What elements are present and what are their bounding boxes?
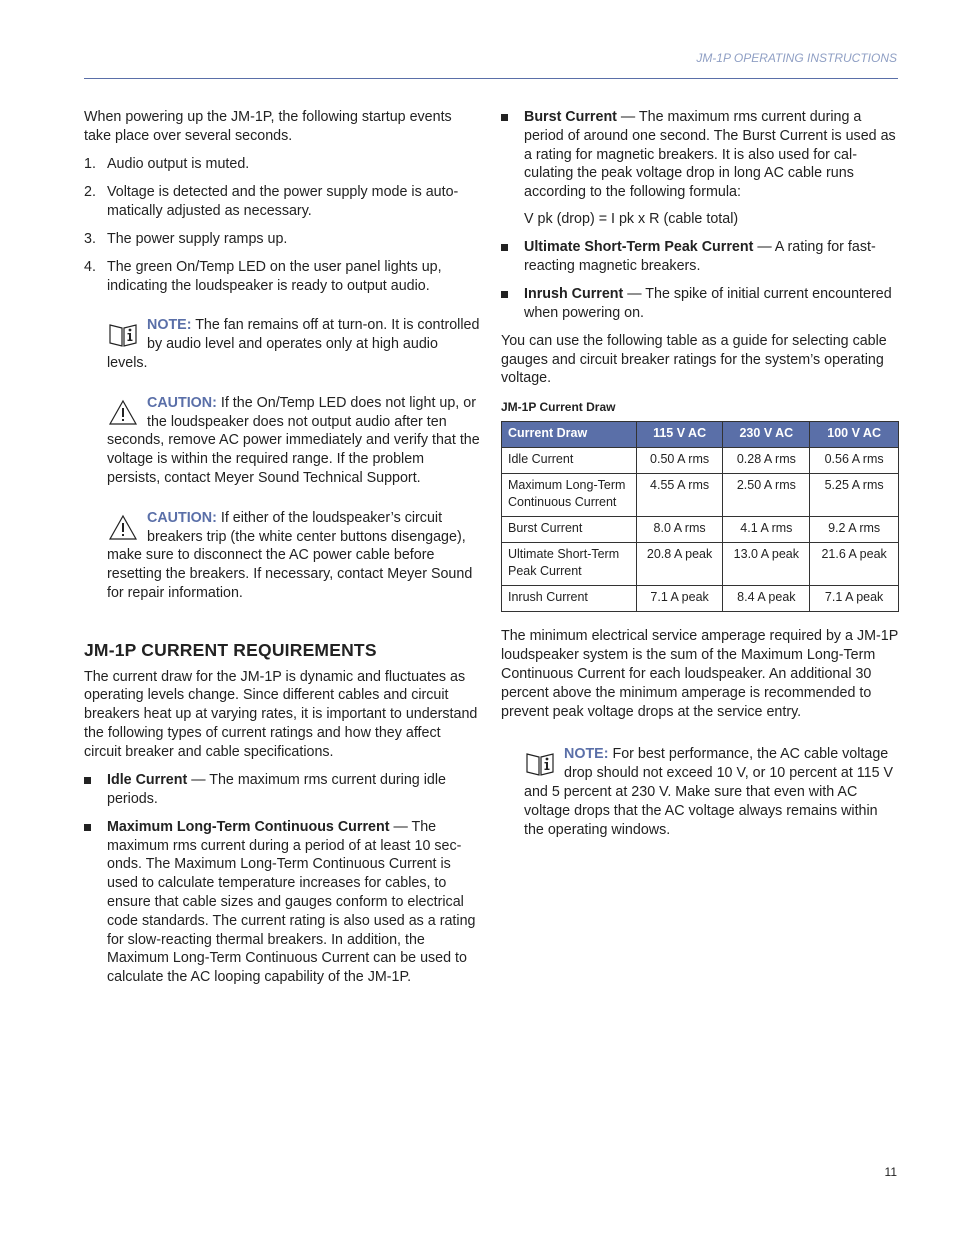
header-rule — [84, 78, 898, 79]
step-number: 3. — [84, 230, 96, 247]
step-number: 1. — [84, 156, 96, 173]
step-text: The power supply ramps up. — [107, 230, 288, 247]
startup-steps-list — [84, 155, 480, 295]
table-cell: 4.55 A rms — [636, 474, 723, 517]
table-cell: 5.25 A rms — [810, 474, 899, 517]
list-item — [84, 183, 480, 221]
table-cell: Maximum Long-Term Continuous Current — [502, 474, 637, 517]
table-cell: Burst Current — [502, 517, 637, 543]
bullet-square-icon — [501, 114, 508, 121]
service-paragraph: The minimum electrical service amperage required by a JM-1P loudspeaker system is the sum of the Maximum Long-Term Continuous Current for each loudspeaker. An additional 30 percent above the minimum amperage is recommended to prevent peak voltage drops at the service entry. — [501, 628, 899, 720]
table-header-row — [502, 422, 899, 448]
bullet-square-icon — [501, 244, 508, 251]
warning-triangle-icon — [107, 396, 139, 428]
step-number: 2. — [84, 184, 96, 201]
current-types-list — [84, 771, 480, 987]
section-heading: JM-1P CURRENT REQUIREMENTS — [84, 639, 377, 660]
column-header: 115 V AC — [636, 422, 723, 448]
table-row — [502, 586, 899, 612]
list-item — [84, 155, 480, 174]
table-cell: 8.0 A rms — [636, 517, 723, 543]
step-text: Voltage is detected and the power supply mode is automatically adjusted as necessary. — [107, 184, 459, 219]
caution-text: If either of the loudspeaker’s circuit breakers trip (the white center buttons disengage), make sure to disconnect the AC power cable before resetting the breakers. If necessary, contact Meyer Sound for repair information. — [107, 509, 473, 601]
table-row — [502, 448, 899, 474]
bullet-square-icon — [501, 291, 508, 298]
note-text: For best performance, the AC cable voltage drop should not exceed 10 V, or 10 percent at 115 V and 5 percent at 230 V. Make sure that even with AC voltage drops that the AC voltage always remains within the operating windows. — [524, 746, 894, 838]
info-book-icon — [524, 747, 556, 779]
list-item — [501, 285, 899, 323]
bullet-square-icon — [84, 777, 91, 784]
bullet-term: Ultimate Short-Term Peak Current — [524, 239, 754, 256]
note-label: NOTE: — [564, 746, 609, 763]
current-draw-table — [501, 421, 899, 612]
warning-triangle-icon — [107, 511, 139, 543]
note-callout-fan — [84, 316, 480, 372]
column-header: 100 V AC — [810, 422, 899, 448]
caution-label: CAUTION: — [147, 394, 217, 411]
column-header: 230 V AC — [723, 422, 810, 448]
current-types-list-continued — [501, 108, 899, 202]
table-cell: 7.1 A peak — [636, 586, 723, 612]
step-number: 4. — [84, 258, 96, 275]
bullet-term: Idle Current — [107, 772, 188, 789]
right-column — [501, 108, 899, 860]
bullet-text: — The maximum rms current during idle periods. — [107, 772, 446, 807]
list-item — [501, 238, 899, 276]
list-item — [84, 230, 480, 249]
list-item — [501, 108, 899, 202]
bullet-text: — The spike of initial current encountered when powering on. — [524, 285, 892, 321]
table-title: JM-1P Current Draw — [501, 399, 616, 414]
bullet-term: Maximum Long-Term Continuous Current — [107, 818, 390, 835]
note-text: The fan remains off at turn-on. It is controlled by audio level and operates only at high audio levels. — [107, 317, 480, 372]
table-cell: 9.2 A rms — [810, 517, 899, 543]
page-number: 11 — [884, 1165, 897, 1179]
table-cell: 13.0 A peak — [723, 543, 810, 586]
list-item — [84, 258, 480, 296]
table-cell: 4.1 A rms — [723, 517, 810, 543]
formula: V pk (drop) = I pk x R (cable total) — [524, 211, 739, 228]
caution-callout-breaker — [84, 509, 480, 603]
step-text: The green On/Temp LED on the user panel lights up, indicating the loudspeaker is ready to output audio. — [107, 258, 442, 294]
table-cell: 21.6 A peak — [810, 543, 899, 586]
note-callout-voltage-drop — [501, 745, 899, 839]
bullet-square-icon — [84, 824, 91, 831]
table-row — [502, 474, 899, 517]
body-paragraph: The current draw for the JM-1P is dynamic and fluctuates as operating levels change. Since different cables and circuit breakers heat up at varying rates, it is important to understand the following types of current ratings and how they affect circuit breaker and cable specifications. — [84, 668, 478, 760]
bullet-term: Burst Current — [524, 109, 617, 125]
bullet-text: — The maximum rms current during a period of around one second. The Burst Current is used as a rating for magnetic breakers. It is also used for calculating the peak voltage drop in long AC cable runs according to the following formula: — [524, 109, 896, 201]
column-header: Current Draw — [502, 422, 637, 448]
caution-text: If the On/Temp LED does not light up, or the loudspeaker does not output audio after ten seconds, remove AC power immediately and verify that the voltage is within the required range. If the problem persists, contact Meyer Sound Technical Support. — [107, 394, 480, 487]
list-item — [84, 818, 480, 987]
table-cell: 2.50 A rms — [723, 474, 810, 517]
bullet-text: — The maximum rms current during a period of at least 10 seconds. The Maximum Long-Term Continuous Current is used to calculate temperature increases for cables, to ensure that cable sizes and gauges conform to electrical code standards. The current rating is also used as a rating for slow-reacting thermal breakers. In addition, the Maximum Long-Term Continuous Current can be used to calculate the AC looping capability of the JM-1P. — [107, 818, 476, 986]
running-header: JM-1P OPERATING INSTRUCTIONS — [696, 51, 897, 65]
intro-paragraph: When powering up the JM-1P, the following startup events take place over several seconds. — [84, 109, 452, 144]
bullet-term: Inrush Current — [524, 285, 624, 302]
note-label: NOTE: — [147, 317, 192, 334]
table-cell: Ultimate Short-Term Peak Current — [502, 543, 637, 586]
table-cell: 0.56 A rms — [810, 448, 899, 474]
table-row — [502, 517, 899, 543]
table-cell: 0.50 A rms — [636, 448, 723, 474]
table-cell: 7.1 A peak — [810, 586, 899, 612]
table-cell: Idle Current — [502, 448, 637, 474]
table-cell: 8.4 A peak — [723, 586, 810, 612]
list-item — [84, 771, 480, 809]
caution-callout-led — [84, 394, 480, 488]
table-cell: 0.28 A rms — [723, 448, 810, 474]
table-cell: Inrush Current — [502, 586, 637, 612]
table-intro-paragraph: You can use the following table as a guide for selecting cable gauges and circuit breaker ratings for the system’s operating voltage. — [501, 332, 887, 387]
step-text: Audio output is muted. — [107, 156, 250, 173]
info-book-icon — [107, 318, 139, 350]
bullet-text: — A rating for fast-reacting magnetic breakers. — [524, 239, 876, 274]
caution-label: CAUTION: — [147, 509, 217, 526]
table-cell: 20.8 A peak — [636, 543, 723, 586]
current-types-list-continued — [501, 238, 899, 322]
table-row — [502, 543, 899, 586]
left-column — [84, 108, 480, 996]
